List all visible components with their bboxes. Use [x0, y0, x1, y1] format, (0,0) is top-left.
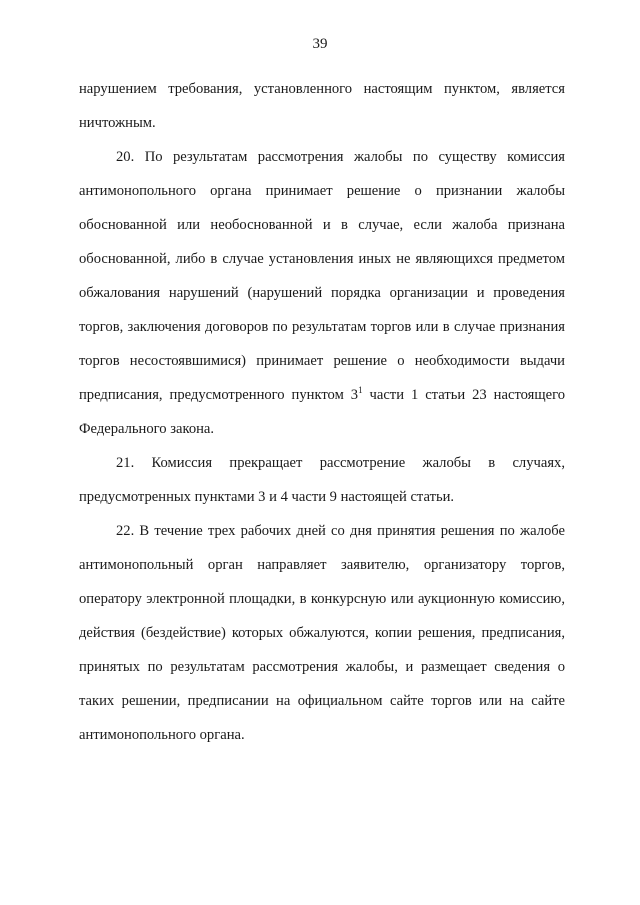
document-body [79, 72, 565, 752]
paragraph-item-21: 21. Комиссия прекращает рассмотрение жалобы в случаях, предусмотренных пунктами 3 и 4 части 9 настоящей статьи. [79, 455, 565, 505]
paragraph-continuation: нарушением требования, установленного настоящим пунктом, является ничтожным. [79, 81, 565, 131]
paragraph-item-20-tail: части 1 статьи 23 настоящего Федерального закона. [79, 387, 565, 437]
superscript-1: 1 [358, 385, 363, 396]
paragraph-item-22: 22. В течение трех рабочих дней со дня принятия решения по жалобе антимонопольный орган направляет заявителю, организатору торгов, оператору электронной площадки, в конкурсную или аукционную комиссию, действия (бездействие) которых обжалуются, копии решения, предписания, принятых по результатам рассмотрения жалобы, и размещает сведения о таких решении, предписании на официальном сайте торгов или на сайте антимонопольного органа. [79, 523, 565, 743]
paragraph-item-20-text: 20. По результатам рассмотрения жалобы по существу комиссия антимонопольного органа принимает решение о признании жалобы обоснованной или необоснованной и в случае, если жалоба признана обоснованной, либо в случае установления иных не являющихся предметом обжалования нарушений (нарушений порядка организации и проведения торгов, заключения договоров по результатам торгов или в случае признания торгов несостоявшимися) принимает решение о необходимости выдачи предписания, предусмотренного пунктом 3 [79, 149, 565, 403]
paragraph-item-20 [79, 140, 565, 446]
page-number: 39 [312, 36, 328, 52]
